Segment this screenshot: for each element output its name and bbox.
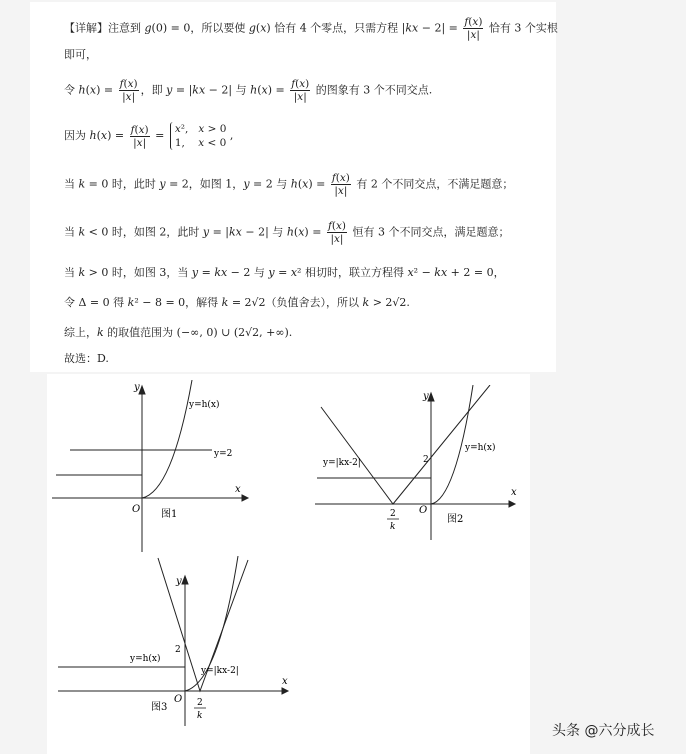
x-label: x xyxy=(235,484,241,495)
y-label: y xyxy=(134,382,140,393)
y-axis-arrow-icon xyxy=(428,393,434,401)
xtick-numerator: 2 xyxy=(197,698,203,708)
intercept-label: 2 xyxy=(175,645,181,655)
figure-3 xyxy=(58,556,298,731)
curve-label: y=h(x) xyxy=(189,400,220,410)
solution-line-7: 令 Δ = 0 得 k² − 8 = 0，解得 k = 2√2（负值舍去），所以 k > 2√2. xyxy=(64,296,410,309)
solution-line-9: 故选：D. xyxy=(64,352,109,365)
curve-label: y=h(x) xyxy=(130,654,161,664)
watermark: 头条 @六分成长 xyxy=(552,723,655,739)
x-axis-arrow-icon xyxy=(242,495,248,501)
origin-label: O xyxy=(419,505,428,516)
origin-label: O xyxy=(132,504,141,515)
solution-line-4: 当 k = 0 时，此时 y = 2，如图 1，y = 2 与 h(x) = $\frac{f(x)}{|x|}$ 有 2 个不同交点，不满足题意； xyxy=(64,172,514,197)
xtick-denominator: k xyxy=(197,711,203,721)
x-axis-arrow-icon xyxy=(509,501,515,507)
xtick-denominator: k xyxy=(390,522,396,532)
y-label: y xyxy=(176,576,182,587)
line-label: y=|kx-2| xyxy=(201,666,239,676)
solution-line-2: 令 h(x) = $\frac{f(x)}{|x|}$ ，即 y = |kx − 2| 与 h(x) = $\frac{f(x)}{|x|}$ 的图象有 3 个不同交点. xyxy=(64,78,433,103)
x-axis-arrow-icon xyxy=(282,688,288,694)
solution-panel xyxy=(30,2,556,372)
solution-line-1b: 即可， xyxy=(64,48,97,61)
solution-line-3: 因为 h(x) = $\frac{f(x)}{|x|}$ = x², x > 0 1, x < 0 , xyxy=(64,123,234,149)
solution-line-6: 当 k > 0 时，如图 3，当 y = kx − 2 与 y = x² 相切时，联立方程得 x² − kx + 2 = 0， xyxy=(64,266,505,279)
figure-caption: 图1 xyxy=(161,509,178,520)
solution-line-5: 当 k < 0 时，如图 2，此时 y = |kx − 2| 与 h(x) = $\frac{f(x)}{|x|}$ 恒有 3 个不同交点，满足题意； xyxy=(64,220,510,245)
y-label: y xyxy=(423,391,429,402)
curve-label: y=h(x) xyxy=(465,443,496,453)
y-axis-arrow-icon xyxy=(139,386,145,394)
solution-line-8: 综上，k 的取值范围为 (−∞, 0) ∪ (2√2, +∞). xyxy=(64,326,293,339)
line-label: y=|kx-2| xyxy=(323,458,361,468)
figure-2 xyxy=(315,385,525,545)
x-label: x xyxy=(511,487,517,498)
y-axis-arrow-icon xyxy=(182,576,188,584)
xtick-numerator: 2 xyxy=(390,509,396,519)
h-parabola xyxy=(142,380,192,498)
line-label: y=2 xyxy=(214,449,233,459)
figure-caption: 图3 xyxy=(151,702,168,713)
x-label: x xyxy=(282,676,288,687)
solution-line-1: 【详解】注意到 g(0) = 0，所以要使 g(x) 恰有 4 个零点，只需方程 |kx − 2| = $\frac{f(x)}{|x|}$ 恰有 3 个实根 xyxy=(64,16,558,41)
figure-caption: 图2 xyxy=(447,514,464,525)
origin-label: O xyxy=(174,694,183,705)
intercept-label: 2 xyxy=(423,455,429,465)
figure-1 xyxy=(52,380,262,555)
